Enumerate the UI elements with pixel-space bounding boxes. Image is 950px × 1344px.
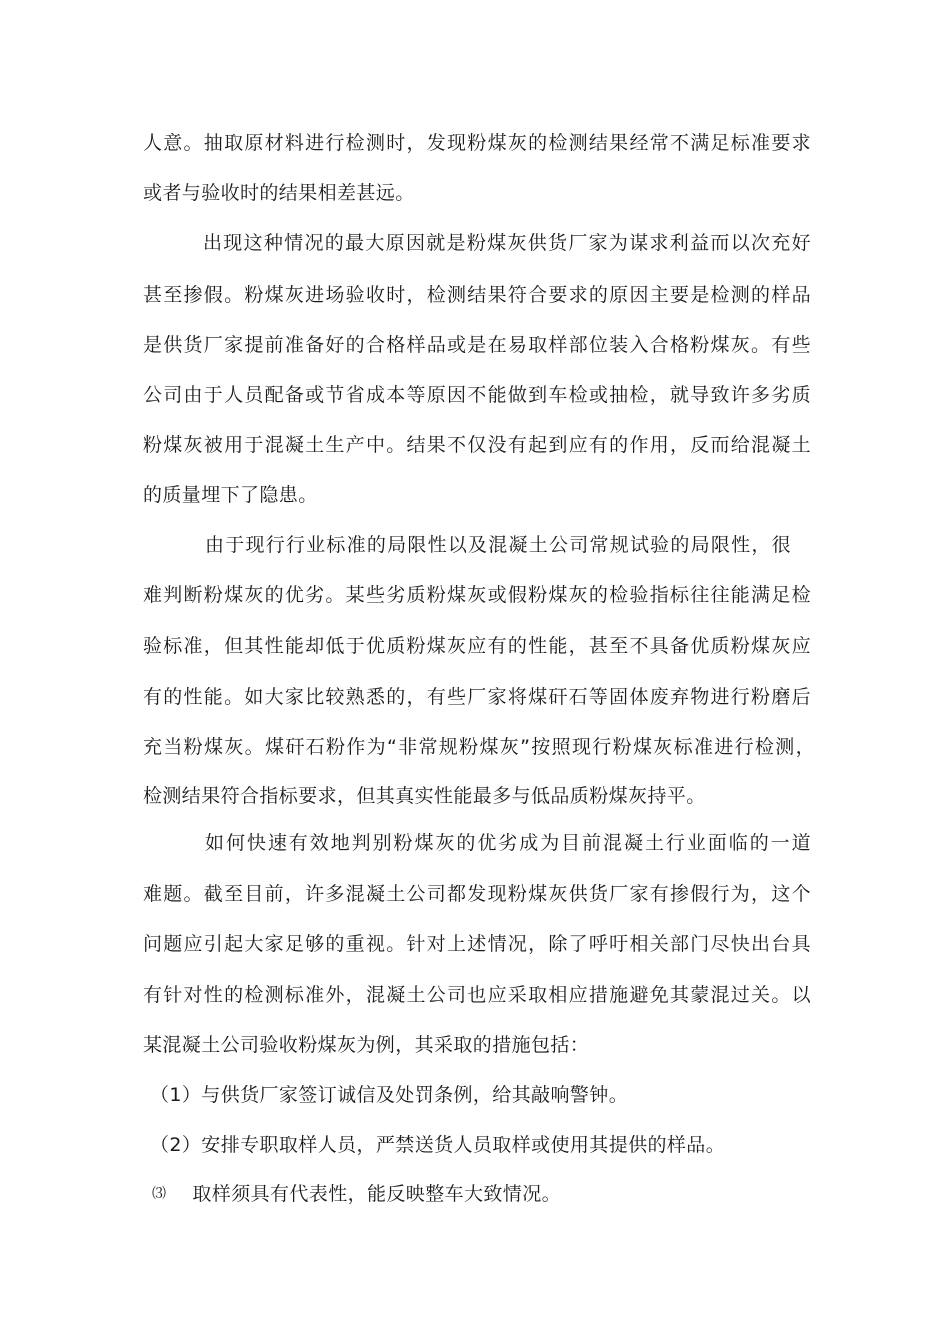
paragraph-line: 有的性能。如大家比较熟悉的，有些厂家将煤矸石等固体废弃物进行粉磨后: [143, 686, 811, 708]
paragraph-line: 充当粉煤灰。煤矸石粉作为“非常规粉煤灰”按照现行粉煤灰标准进行检测，: [143, 736, 815, 758]
paragraph-line: 某混凝土公司验收粉煤灰为例，其采取的措施包括：: [143, 1034, 590, 1056]
paragraph-line: 是供货厂家提前准备好的合格样品或是在易取样部位装入合格粉煤灰。有些: [143, 334, 811, 356]
list-item: （1）与供货厂家签订诚信及处罚条例，给其敲响警钟。: [150, 1084, 629, 1106]
paragraph-line: 由于现行行业标准的局限性以及混凝土公司常规试验的局限性，很: [205, 534, 791, 556]
list-number: ⑶: [152, 1186, 167, 1202]
list-item: [152, 1182, 820, 1206]
paragraph-line: 有针对性的检测标准外，混凝土公司也应采取相应措施避免其蒙混过关。以: [143, 984, 811, 1006]
paragraph-line: 的质量埋下了隐患。: [143, 484, 318, 506]
list-item-text: 取样须具有代表性，能反映整车大致情况。: [192, 1183, 562, 1205]
paragraph-line: 问题应引起大家足够的重视。针对上述情况，除了呼吁相关部门尽快出台具: [143, 933, 811, 955]
paragraph-line: 公司由于人员配备或节省成本等原因不能做到车检或抽检，就导致许多劣质: [143, 384, 811, 406]
paragraph-line: 人意。抽取原材料进行检测时，发现粉煤灰的检测结果经常不满足标准要求: [143, 132, 811, 154]
paragraph-line: 验标准，但其性能却低于优质粉煤灰应有的性能，甚至不具备优质粉煤灰应: [143, 635, 811, 657]
paragraph-line: 或者与验收时的结果相差甚远。: [143, 182, 415, 204]
paragraph-line: 检测结果符合指标要求，但其真实性能最多与低品质粉煤灰持平。: [143, 785, 706, 807]
paragraph-line: 甚至掺假。粉煤灰进场验收时，检测结果符合要求的原因主要是检测的样品: [143, 284, 811, 306]
paragraph-line: 粉煤灰被用于混凝土生产中。结果不仅没有起到应有的作用，反而给混凝土: [143, 434, 811, 456]
paragraph-line: 出现这种情况的最大原因就是粉煤灰供货厂家为谋求利益而以次充好: [203, 232, 811, 254]
paragraph-line: 难判断粉煤灰的优劣。某些劣质粉煤灰或假粉煤灰的检验指标往往能满足检: [143, 584, 811, 606]
paragraph-line: 如何快速有效地判别粉煤灰的优劣成为目前混凝土行业面临的一道: [205, 832, 811, 854]
paragraph-line: 难题。截至目前，许多混凝土公司都发现粉煤灰供货厂家有掺假行为，这个: [143, 883, 811, 905]
list-item: （2）安排专职取样人员，严禁送货人员取样或使用其提供的样品。: [150, 1134, 726, 1156]
